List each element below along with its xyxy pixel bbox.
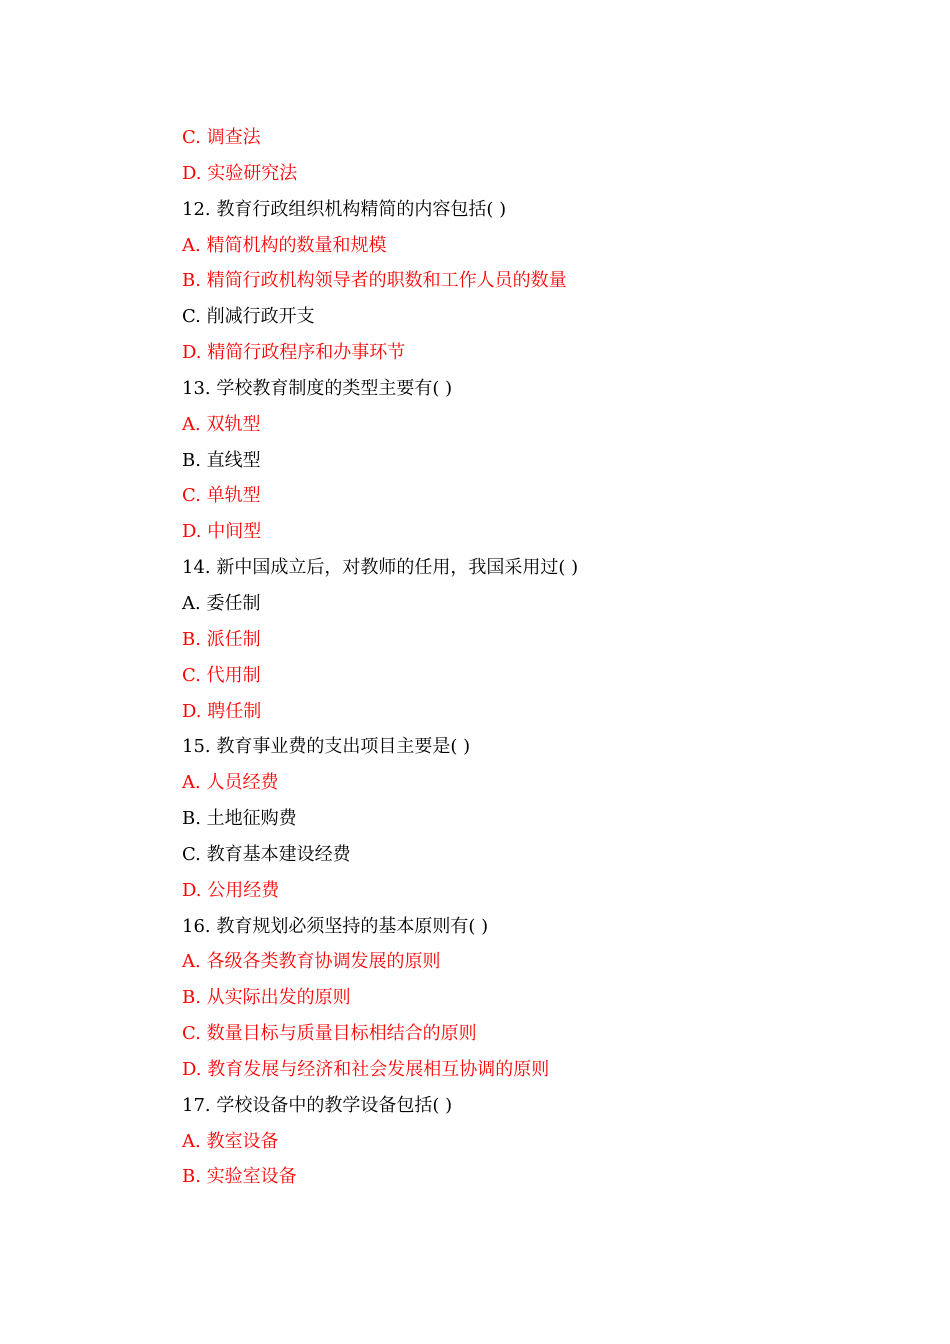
document-body (182, 120, 902, 1195)
answer-option-correct: D. 实验研究法 (182, 162, 298, 184)
answer-option-correct: A. 人员经费 (182, 772, 279, 794)
question-text: 12. 教育行政组织机构精简的内容包括( ) (182, 198, 507, 220)
answer-option-correct: C. 数量目标与质量目标相结合的原则 (182, 1023, 477, 1045)
answer-option-correct: B. 精简行政机构领导者的职数和工作人员的数量 (182, 270, 567, 292)
answer-option-correct: B. 实验室设备 (182, 1166, 297, 1188)
answer-option-correct: D. 精简行政程序和办事环节 (182, 342, 406, 364)
answer-option: C. 削减行政开支 (182, 306, 315, 328)
answer-option-correct: D. 教育发展与经济和社会发展相互协调的原则 (182, 1058, 550, 1080)
answer-option-correct: A. 教室设备 (182, 1130, 279, 1152)
answer-option-correct: B. 从实际出发的原则 (182, 987, 351, 1009)
question-text: 17. 学校设备中的教学设备包括( ) (182, 1094, 453, 1116)
answer-option-correct: D. 公用经费 (182, 879, 280, 901)
question-text: 15. 教育事业费的支出项目主要是( ) (182, 736, 471, 758)
answer-option-correct: C. 代用制 (182, 664, 261, 686)
answer-option: B. 土地征购费 (182, 808, 297, 830)
answer-option-correct: D. 聘任制 (182, 700, 262, 722)
answer-option-correct: A. 各级各类教育协调发展的原则 (182, 951, 441, 973)
answer-option-correct: A. 精简机构的数量和规模 (182, 234, 387, 256)
answer-option-correct: B. 派任制 (182, 628, 261, 650)
answer-option: B. 直线型 (182, 449, 261, 471)
question-text: 13. 学校教育制度的类型主要有( ) (182, 377, 453, 399)
question-text: 16. 教育规划必须坚持的基本原则有( ) (182, 915, 489, 937)
answer-option-correct: A. 双轨型 (182, 413, 261, 435)
answer-option-correct: D. 中间型 (182, 521, 262, 543)
answer-option-correct: C. 调查法 (182, 127, 261, 148)
answer-option: C. 教育基本建设经费 (182, 843, 351, 865)
question-text: 14. 新中国成立后，对教师的任用，我国采用过( ) (182, 557, 579, 579)
answer-option-correct: C. 单轨型 (182, 485, 261, 507)
answer-option: A. 委任制 (182, 592, 261, 614)
